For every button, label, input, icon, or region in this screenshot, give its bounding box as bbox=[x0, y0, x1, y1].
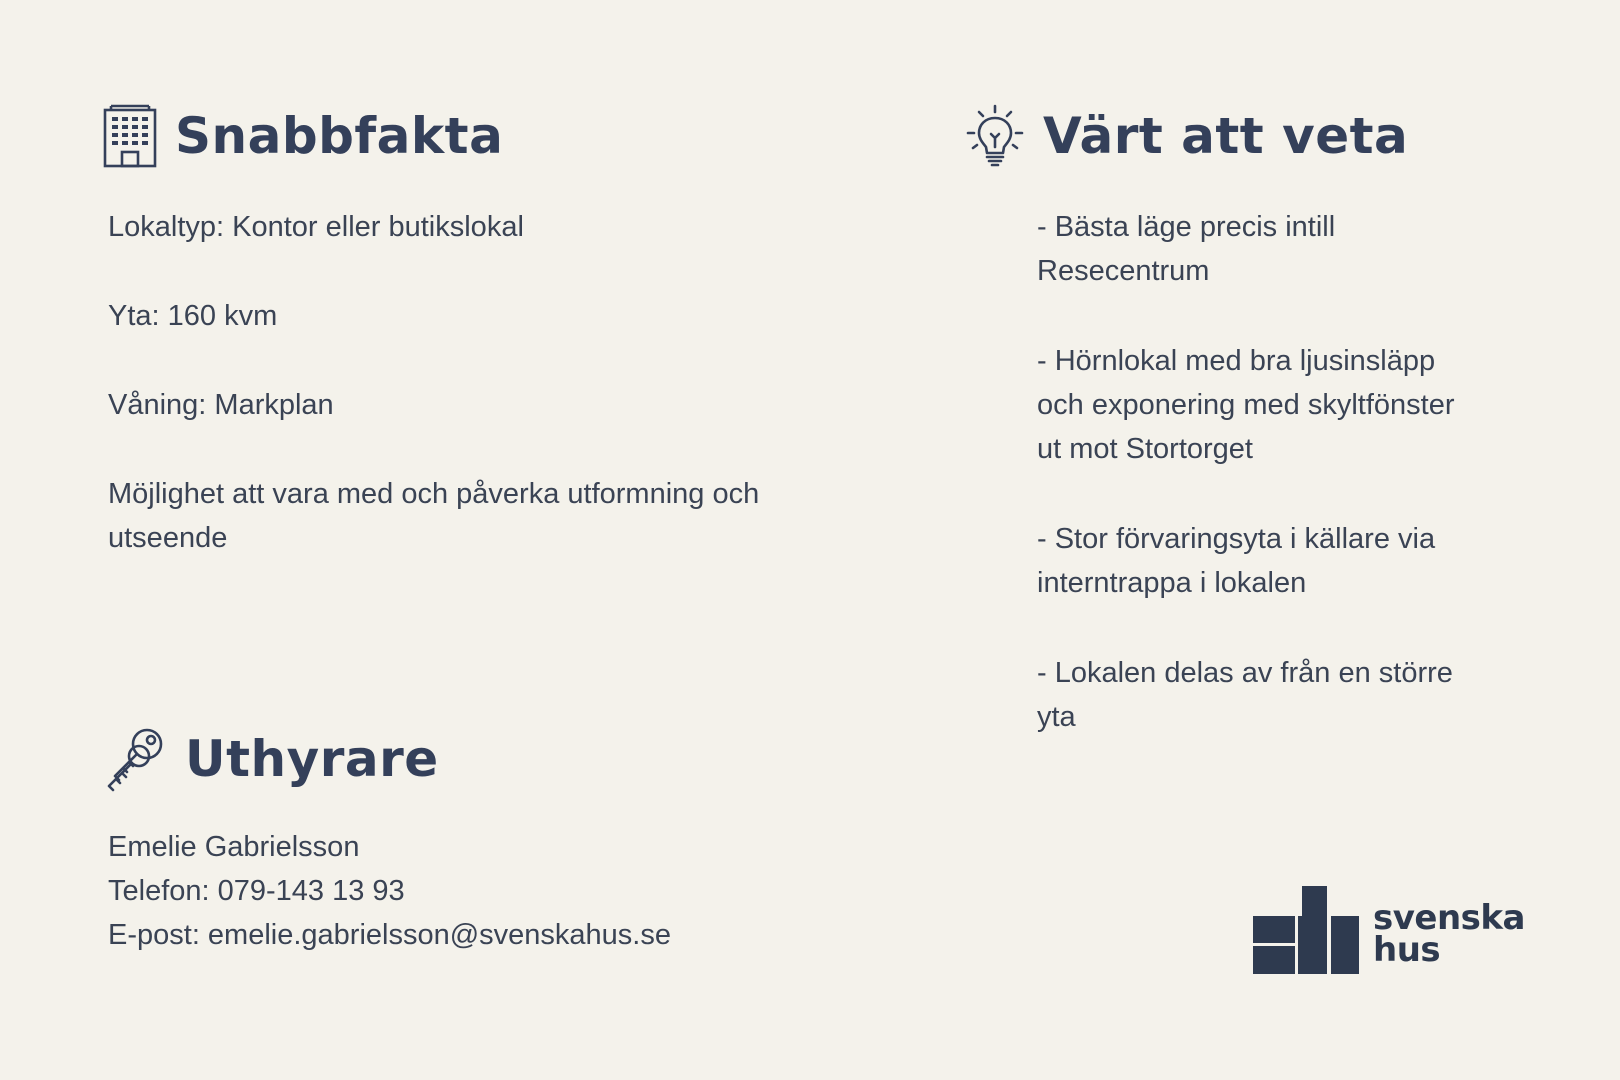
contact-phone: Telefon: 079-143 13 93 bbox=[108, 875, 405, 907]
lightbulb-icon bbox=[965, 104, 1043, 168]
fact-mojlighet-cont: utseende bbox=[108, 522, 228, 554]
info-line: interntrappa i lokalen bbox=[1037, 567, 1307, 599]
uthyrare-title: Uthyrare bbox=[185, 730, 439, 788]
vart-att-veta-title: Värt att veta bbox=[1043, 107, 1409, 165]
info-line: - Bästa läge precis intill bbox=[1037, 211, 1336, 243]
info-line: - Lokalen delas av från en större bbox=[1037, 657, 1453, 689]
fact-vaning: Våning: Markplan bbox=[108, 389, 334, 421]
snabbfakta-heading bbox=[103, 104, 503, 168]
info-line: - Hörnlokal med bra ljusinsläpp bbox=[1037, 345, 1436, 377]
logo-mark-icon bbox=[1253, 886, 1359, 981]
contact-name: Emelie Gabrielsson bbox=[108, 831, 360, 863]
info-line: Resecentrum bbox=[1037, 255, 1210, 287]
fact-yta: Yta: 160 kvm bbox=[108, 300, 278, 332]
building-icon bbox=[103, 104, 175, 168]
logo-wordmark bbox=[1373, 897, 1525, 970]
info-line: yta bbox=[1037, 701, 1076, 733]
logo-line1: svenska bbox=[1373, 897, 1525, 938]
fact-mojlighet: Möjlighet att vara med och påverka utformning och bbox=[108, 478, 760, 510]
vart-att-veta-heading bbox=[965, 104, 1408, 168]
info-line: och exponering med skyltfönster bbox=[1037, 389, 1455, 421]
uthyrare-heading bbox=[103, 726, 439, 792]
info-line: - Stor förvaringsyta i källare via bbox=[1037, 523, 1436, 555]
keys-icon bbox=[103, 726, 185, 792]
logo-line2: hus bbox=[1373, 929, 1441, 970]
snabbfakta-title: Snabbfakta bbox=[175, 107, 504, 165]
fact-lokaltyp: Lokaltyp: Kontor eller butikslokal bbox=[108, 211, 524, 243]
svenska-hus-logo bbox=[1253, 886, 1525, 981]
info-line: ut mot Stortorget bbox=[1037, 433, 1253, 465]
contact-email: E-post: emelie.gabrielsson@svenskahus.se bbox=[108, 919, 671, 951]
